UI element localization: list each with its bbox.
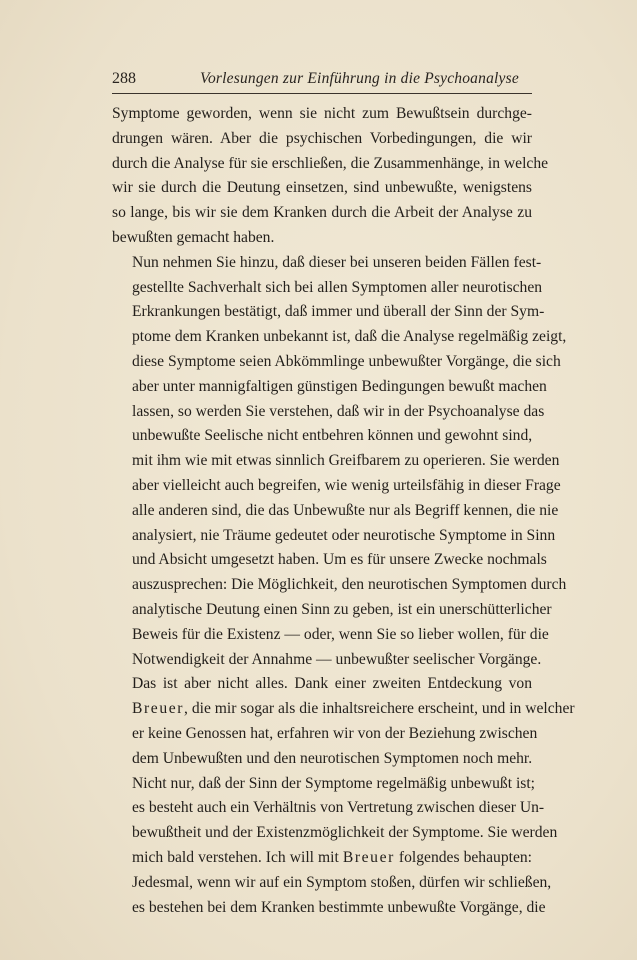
text-line: und Absicht umgesetzt haben. Um es für unsere Zwecke nochmals (132, 551, 547, 569)
paragraph-1 (112, 102, 549, 251)
page-number: 288 (112, 70, 136, 87)
text-line: ptome dem Kranken unbekannt ist, daß die Analyse regelmäßig zeigt, (132, 328, 567, 346)
text-line: Nicht nur, daß der Sinn der Symptome regelmäßig unbewußt ist; (132, 774, 536, 792)
running-title: Vorlesungen zur Einführung in die Psychoanalyse (200, 70, 519, 87)
text-line: aber unter mannigfaltigen günstigen Bedingungen bewußt machen (132, 377, 547, 395)
text-line: diese Symptome seien Abkömmlinge unbewußter Vorgänge, die sich (132, 352, 561, 370)
text-line: drungen wären. Aber die psychischen Vorbedingungen, die wir (112, 129, 532, 147)
text-line: lassen, so werden Sie verstehen, daß wir in der Psychoanalyse das (132, 402, 545, 420)
text-line: Nun nehmen Sie hinzu, daß dieser bei unseren beiden Fällen fest- (132, 253, 542, 271)
text-line: dem Unbewußten und den neurotischen Symptomen noch mehr. (132, 749, 533, 767)
header-rule (112, 93, 532, 94)
text-line: Das ist aber nicht alles. Dank einer zweiten Entdeckung von (132, 675, 532, 693)
name-breuer: Breuer (132, 700, 185, 718)
text-line: analytische Deutung einen Sinn zu geben, ist ein unerschütterlicher (132, 600, 552, 618)
text-line: auszusprechen: Die Möglichkeit, den neurotischen Symptomen durch (132, 576, 567, 594)
paragraph-3 (112, 672, 575, 920)
page-header (112, 70, 532, 92)
text-line: er keine Genossen hat, erfahren wir von der Beziehung zwischen (132, 724, 538, 742)
paragraph-2 (112, 251, 567, 673)
text-line: unbewußte Seelische nicht entbehren können und gewohnt sind, (132, 427, 533, 445)
text-line: es besteht auch ein Verhältnis von Vertretung zwischen dieser Un- (132, 799, 545, 817)
text-line: mit ihm wie mit etwas sinnlich Greifbarem zu operieren. Sie werden (132, 452, 560, 470)
text-line: Breuer, die mir sogar als die inhaltsreichere erscheint, und in welcher (132, 700, 575, 718)
text-line: bewußtheit und der Existenzmöglichkeit der Symptome. Sie werden (132, 824, 558, 842)
text-line: Symptome geworden, wenn sie nicht zum Bewußtsein durchge- (112, 105, 532, 122)
text-line: Beweis für die Existenz — oder, wenn Sie so lieber wollen, für die (132, 625, 549, 643)
text-line: mich bald verstehen. Ich will mit Breuer folgendes behaupten: (132, 848, 532, 866)
text-line: alle anderen sind, die das Unbewußte nur als Begriff kennen, die nie (132, 501, 559, 519)
text-line: Jedesmal, wenn wir auf ein Symptom stoßen, dürfen wir schließen, (132, 873, 552, 891)
text-line: gestellte Sachverhalt sich bei allen Symptomen aller neurotischen (132, 278, 543, 296)
text-line: so lange, bis wir sie dem Kranken durch die Arbeit der Analyse zu (112, 204, 532, 222)
text-line: Erkrankungen bestätigt, daß immer und überall der Sinn der Sym- (132, 303, 545, 321)
text-line: durch die Analyse für sie erschließen, die Zusammenhänge, in welche (112, 154, 549, 172)
text-line: bewußten gemacht haben. (112, 228, 275, 246)
text-line: aber vielleicht auch begreifen, wie wenig urteilsfähig in dieser Frage (132, 476, 561, 494)
text-line: wir sie durch die Deutung einsetzen, sind unbewußte, wenigstens (112, 179, 532, 197)
text-line: analysiert, nie Träume gedeutet oder neurotische Symptome in Sinn (132, 526, 556, 544)
body-text (112, 102, 575, 920)
name-breuer: Breuer (342, 848, 395, 866)
text-line: Notwendigkeit der Annahme — unbewußter seelischer Vorgänge. (132, 650, 542, 668)
text-line: es bestehen bei dem Kranken bestimmte unbewußte Vorgänge, die (132, 898, 546, 916)
